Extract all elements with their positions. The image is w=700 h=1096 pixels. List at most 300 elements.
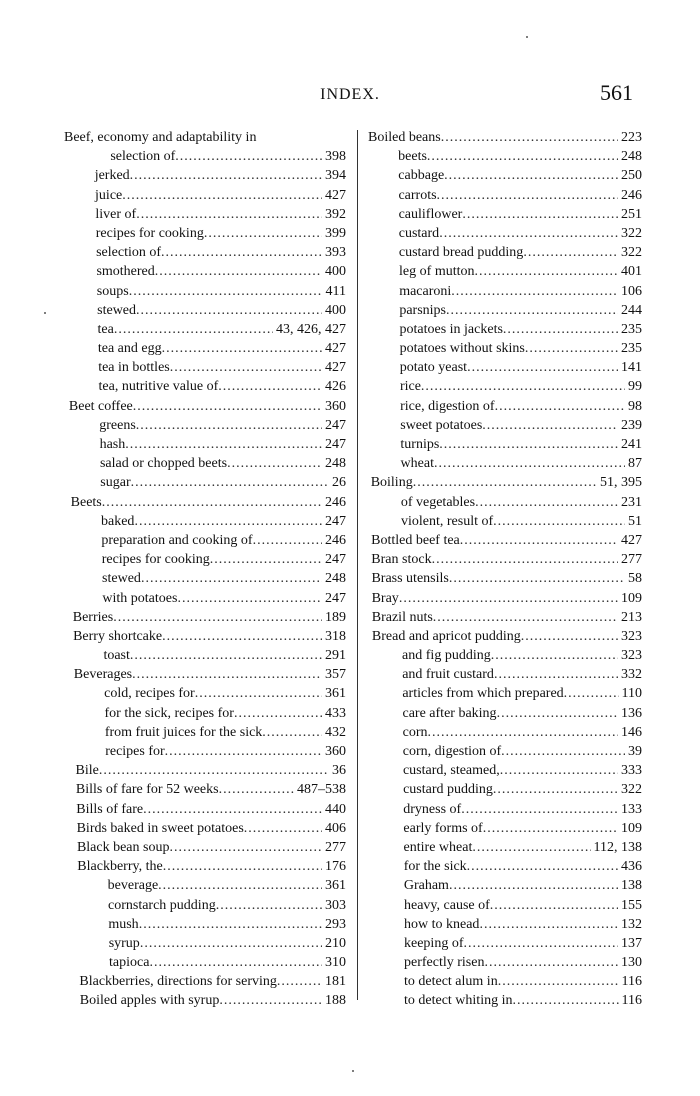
index-entry bbox=[64, 550, 346, 569]
index-entry-page: 277 bbox=[325, 839, 346, 855]
index-entry-label: jerked bbox=[94, 168, 130, 184]
index-entry-page: 146 bbox=[621, 724, 642, 740]
index-entry-page: 110 bbox=[621, 686, 642, 702]
index-entry bbox=[64, 320, 346, 339]
index-entry-label: and fig pudding bbox=[402, 648, 491, 664]
leader-dots bbox=[493, 780, 618, 799]
index-entry bbox=[64, 627, 346, 646]
index-entry-label: salad or chopped beets bbox=[99, 456, 228, 472]
index-entry bbox=[64, 166, 346, 185]
index-entry bbox=[368, 416, 642, 435]
index-entry bbox=[64, 377, 346, 396]
index-entry bbox=[64, 934, 346, 953]
index-entry-label: for the sick bbox=[403, 859, 467, 875]
index-entry bbox=[64, 838, 346, 857]
index-entry-label: Bile bbox=[75, 763, 99, 779]
index-entry-label: Bran stock bbox=[371, 552, 432, 568]
index-entry-page: 333 bbox=[621, 763, 642, 779]
index-entry bbox=[368, 627, 642, 646]
index-entry bbox=[64, 761, 346, 780]
leader-dots bbox=[490, 896, 618, 915]
index-entry bbox=[64, 665, 346, 684]
index-entry bbox=[368, 800, 642, 819]
index-entry-label: liver of bbox=[95, 206, 137, 222]
index-entry bbox=[368, 723, 642, 742]
index-entry-page: 141 bbox=[621, 360, 642, 376]
leader-dots bbox=[439, 224, 618, 243]
index-entry-label: custard bread pudding bbox=[398, 245, 524, 261]
index-entry-page: 181 bbox=[325, 974, 346, 990]
index-entry-label: selection of bbox=[110, 149, 176, 165]
index-entry-page: 248 bbox=[325, 456, 346, 472]
leader-dots bbox=[467, 358, 618, 377]
index-entry-page: 427 bbox=[325, 341, 346, 357]
index-entry-page: 277 bbox=[621, 552, 642, 568]
index-entry bbox=[368, 301, 642, 320]
index-entry bbox=[64, 128, 346, 147]
leader-dots bbox=[472, 838, 590, 857]
index-entry-page: 247 bbox=[325, 437, 346, 452]
index-entry bbox=[368, 991, 642, 1010]
index-entry-label: Beef, economy and adaptability in bbox=[64, 130, 257, 145]
index-entry-label: hash bbox=[99, 437, 126, 452]
index-entry-page: 427 bbox=[325, 360, 346, 376]
index-entry-page: 293 bbox=[325, 916, 346, 932]
index-entry bbox=[368, 857, 642, 876]
index-entry-label: Boiled beans bbox=[368, 130, 441, 145]
index-entry-page: 133 bbox=[621, 801, 642, 817]
index-entry bbox=[64, 531, 346, 550]
index-entry-page: 361 bbox=[325, 878, 346, 894]
leader-dots bbox=[102, 493, 322, 512]
leader-dots bbox=[523, 243, 618, 262]
index-entry-label: cornstarch pudding bbox=[108, 897, 216, 913]
index-entry bbox=[368, 589, 642, 608]
index-entry bbox=[368, 896, 642, 915]
index-entry-page: 138 bbox=[621, 878, 642, 894]
index-entry-label: Beet coffee bbox=[68, 398, 133, 414]
index-entry-label: entire wheat bbox=[403, 839, 473, 855]
index-entry-label: tea bbox=[97, 321, 114, 337]
leader-dots bbox=[461, 800, 618, 819]
index-entry-label: wheat bbox=[400, 456, 434, 472]
index-entry bbox=[368, 608, 642, 627]
index-entry-label: syrup bbox=[108, 935, 140, 951]
index-entry-label: tea, nutritive value of bbox=[98, 379, 219, 395]
index-entry-label: Birds baked in sweet potatoes bbox=[76, 820, 244, 836]
index-entry-label: baked bbox=[101, 513, 135, 529]
index-entry-label: recipes for cooking bbox=[101, 552, 210, 568]
index-entry-page: 132 bbox=[621, 916, 642, 932]
index-entry-page: 26 bbox=[332, 475, 346, 491]
leader-dots bbox=[155, 262, 322, 281]
leader-dots bbox=[113, 608, 322, 627]
leader-dots bbox=[114, 320, 273, 339]
index-entry bbox=[64, 282, 346, 301]
index-entry-label: toast bbox=[103, 648, 130, 664]
index-entry-page: 406 bbox=[325, 820, 346, 836]
index-entry-page: 98 bbox=[628, 398, 642, 414]
index-entry bbox=[64, 512, 346, 531]
index-entry bbox=[368, 704, 642, 723]
index-entry-page: 440 bbox=[325, 801, 346, 817]
index-entry bbox=[64, 742, 346, 761]
leader-dots bbox=[451, 282, 618, 301]
index-entry-label: parsnips bbox=[399, 302, 447, 318]
index-entry-label: macaroni bbox=[399, 283, 452, 299]
index-entry-label: violent, result of bbox=[401, 513, 494, 529]
index-entry bbox=[64, 953, 346, 972]
index-entry bbox=[64, 493, 346, 512]
leader-dots bbox=[132, 665, 322, 684]
index-entry-label: sugar bbox=[100, 475, 131, 491]
index-entry-page: 426 bbox=[325, 379, 346, 395]
leader-dots bbox=[130, 166, 322, 185]
index-entry bbox=[64, 800, 346, 819]
index-entry-label: how to knead bbox=[404, 916, 480, 932]
index-entry-label: custard, steamed, bbox=[402, 763, 500, 779]
index-entry bbox=[368, 684, 642, 703]
index-entry-page: 247 bbox=[325, 552, 346, 568]
index-entry-label: cabbage bbox=[398, 168, 445, 184]
index-entry bbox=[368, 761, 642, 780]
index-entry-page: 155 bbox=[621, 897, 642, 913]
leader-dots bbox=[204, 224, 322, 243]
index-entry bbox=[64, 608, 346, 627]
leader-dots bbox=[244, 819, 322, 838]
index-entry bbox=[368, 742, 642, 761]
index-entry bbox=[368, 339, 642, 358]
index-entry bbox=[64, 416, 346, 435]
leader-dots bbox=[125, 435, 322, 454]
index-entry-page: 248 bbox=[325, 571, 346, 587]
index-entry-page: 432 bbox=[325, 724, 346, 740]
leader-dots bbox=[262, 723, 322, 742]
index-entry-page: 246 bbox=[325, 494, 346, 510]
index-entry-page: 323 bbox=[621, 628, 642, 644]
index-entry-label: Blackberry, the bbox=[77, 859, 163, 875]
index-entry bbox=[368, 646, 642, 665]
index-entry-page: 246 bbox=[621, 187, 642, 203]
index-entry-label: Bray bbox=[371, 590, 399, 606]
leader-dots bbox=[444, 166, 618, 185]
leader-dots bbox=[467, 857, 618, 876]
leader-dots bbox=[449, 876, 618, 895]
index-entry-page: 106 bbox=[621, 283, 642, 299]
leader-dots bbox=[479, 915, 618, 934]
leader-dots bbox=[219, 780, 294, 799]
leader-dots bbox=[234, 704, 322, 723]
index-entry-page: 241 bbox=[621, 437, 642, 452]
index-entry-label: early forms of bbox=[403, 820, 483, 836]
index-entry-label: Graham bbox=[403, 878, 449, 894]
index-entry-page: 189 bbox=[325, 609, 346, 625]
index-entry-page: 303 bbox=[325, 897, 346, 913]
leader-dots bbox=[500, 761, 618, 780]
index-entry-label: potatoes without skins bbox=[399, 341, 525, 357]
leader-dots bbox=[158, 876, 322, 895]
leader-dots bbox=[525, 339, 618, 358]
leader-dots bbox=[421, 377, 625, 396]
index-entry-label: Boiling bbox=[370, 475, 413, 491]
index-entry-page: 210 bbox=[325, 935, 346, 951]
index-entry bbox=[64, 819, 346, 838]
index-entry bbox=[368, 320, 642, 339]
index-entry-page: 433 bbox=[325, 705, 346, 721]
leader-dots bbox=[493, 512, 625, 531]
leader-dots bbox=[140, 934, 322, 953]
index-entry-label: rice, digestion of bbox=[400, 398, 495, 414]
index-entry-label: custard pudding bbox=[403, 782, 493, 798]
index-entry bbox=[368, 397, 642, 416]
index-entry-page: 332 bbox=[621, 667, 642, 683]
index-entry-label: keeping of bbox=[404, 935, 464, 951]
index-entry bbox=[64, 186, 346, 205]
index-entry-label: cold, recipes for bbox=[104, 686, 195, 702]
index-entry-page: 357 bbox=[325, 667, 346, 683]
leader-dots bbox=[143, 800, 322, 819]
index-entry-label: Bread and apricot pudding bbox=[371, 628, 521, 644]
leader-dots bbox=[277, 972, 322, 991]
index-entry-label: perfectly risen bbox=[404, 955, 485, 971]
index-entry-label: Bottled beef tea bbox=[371, 532, 460, 548]
leader-dots bbox=[512, 991, 618, 1010]
leader-dots bbox=[139, 915, 322, 934]
index-entry bbox=[64, 876, 346, 895]
index-entry-page: 239 bbox=[621, 417, 642, 433]
index-entry-page: 247 bbox=[325, 513, 346, 529]
leader-dots bbox=[131, 473, 329, 492]
leader-dots bbox=[227, 454, 322, 473]
index-entry-label: corn bbox=[402, 724, 428, 740]
index-entry-label: Beets bbox=[70, 494, 102, 510]
page-header-title: INDEX. bbox=[320, 86, 380, 103]
leader-dots bbox=[433, 608, 618, 627]
index-column-left bbox=[64, 128, 346, 1011]
index-entry-label: beverage bbox=[107, 878, 159, 894]
leader-dots bbox=[483, 819, 618, 838]
index-entry-label: Beverages bbox=[73, 667, 133, 683]
leader-dots bbox=[162, 627, 322, 646]
index-entry-label: to detect whiting in bbox=[404, 993, 513, 1009]
index-entry-label: and fruit custard bbox=[402, 667, 494, 683]
index-entry-page: 87 bbox=[628, 456, 642, 472]
leader-dots bbox=[474, 262, 618, 281]
index-entry-label: preparation and cooking of bbox=[101, 532, 253, 548]
page-number: 561 bbox=[600, 80, 633, 105]
index-entry-page: 213 bbox=[621, 609, 642, 625]
leader-dots bbox=[162, 339, 322, 358]
print-speck bbox=[44, 312, 46, 314]
index-entry bbox=[368, 915, 642, 934]
leader-dots bbox=[484, 953, 618, 972]
print-speck bbox=[352, 1070, 354, 1072]
index-entry-page: 99 bbox=[628, 379, 642, 395]
index-entry-page: 392 bbox=[325, 206, 346, 222]
index-entry-page: 411 bbox=[325, 283, 346, 299]
index-entry-label: corn, digestion of bbox=[402, 744, 502, 759]
leader-dots bbox=[134, 512, 322, 531]
index-entry-label: potato yeast bbox=[399, 360, 468, 376]
leader-dots bbox=[475, 493, 618, 512]
index-entry-label: greens bbox=[99, 417, 136, 433]
index-entry-page bbox=[256, 128, 259, 147]
index-entry bbox=[368, 934, 642, 953]
leader-dots bbox=[165, 742, 322, 761]
leader-dots bbox=[428, 723, 618, 742]
index-entry bbox=[368, 512, 642, 531]
index-entry bbox=[368, 224, 642, 243]
index-entry bbox=[64, 397, 346, 416]
index-entry-page: 116 bbox=[621, 993, 642, 1009]
index-entry bbox=[368, 282, 642, 301]
index-entry bbox=[64, 723, 346, 742]
index-entry bbox=[368, 780, 642, 799]
index-entry-label: of vegetables bbox=[400, 494, 476, 510]
index-entry-label: Boiled apples with syrup bbox=[79, 993, 220, 1009]
index-entry bbox=[64, 646, 346, 665]
index-entry bbox=[368, 358, 642, 377]
leader-dots bbox=[99, 761, 329, 780]
index-entry bbox=[368, 493, 642, 512]
index-entry-page: 109 bbox=[621, 590, 642, 606]
index-entry-page: 39 bbox=[628, 744, 642, 759]
leader-dots bbox=[219, 991, 322, 1010]
index-entry-label: rice bbox=[399, 379, 421, 395]
leader-dots bbox=[129, 282, 323, 301]
index-entry-page: 399 bbox=[325, 225, 346, 241]
index-entry-page: 323 bbox=[621, 648, 642, 664]
index-entry bbox=[368, 838, 642, 857]
index-entry bbox=[64, 780, 346, 799]
index-entry bbox=[368, 531, 642, 550]
leader-dots bbox=[141, 569, 322, 588]
index-entry-label: juice bbox=[95, 187, 123, 203]
index-entry-label: mush bbox=[108, 916, 139, 932]
index-entry bbox=[64, 569, 346, 588]
index-entry bbox=[64, 224, 346, 243]
leader-dots bbox=[503, 320, 618, 339]
index-entry-label: sweet potatoes bbox=[400, 417, 483, 433]
index-entry bbox=[64, 339, 346, 358]
index-entry bbox=[368, 819, 642, 838]
index-entry-page: 223 bbox=[621, 130, 642, 145]
index-entry bbox=[368, 454, 642, 473]
index-entry-page: 310 bbox=[325, 955, 346, 971]
index-entry bbox=[368, 205, 642, 224]
index-entry-page: 322 bbox=[621, 225, 642, 241]
leader-dots bbox=[130, 646, 322, 665]
index-entry bbox=[64, 205, 346, 224]
leader-dots bbox=[501, 742, 625, 761]
index-entry-label: Bills of fare bbox=[76, 801, 144, 817]
index-entry bbox=[64, 684, 346, 703]
index-entry-page: 246 bbox=[325, 532, 346, 548]
column-divider bbox=[357, 130, 358, 1000]
index-entry-page: 360 bbox=[325, 744, 346, 759]
index-entry-page: 487–538 bbox=[297, 782, 346, 798]
index-entry-page: 51, 395 bbox=[600, 475, 642, 491]
index-entry-label: care after baking bbox=[402, 705, 497, 721]
index-entry-label: heavy, cause of bbox=[404, 897, 490, 913]
index-entry-page: 318 bbox=[325, 628, 346, 644]
index-entry-page: 231 bbox=[621, 494, 642, 510]
index-entry-page: 109 bbox=[621, 820, 642, 836]
index-entry-label: potatoes in jackets bbox=[399, 321, 503, 337]
leader-dots bbox=[169, 838, 322, 857]
index-entry-page: 247 bbox=[325, 590, 346, 606]
leader-dots bbox=[136, 301, 322, 320]
index-entry-label: to detect alum in bbox=[404, 974, 498, 990]
leader-dots bbox=[498, 972, 619, 991]
leader-dots bbox=[161, 243, 322, 262]
index-entry-label: smothered bbox=[96, 264, 155, 280]
leader-dots bbox=[175, 147, 322, 166]
index-entry bbox=[368, 243, 642, 262]
index-entry bbox=[368, 435, 642, 454]
index-entry bbox=[368, 876, 642, 895]
index-entry-label: custard bbox=[398, 225, 440, 241]
index-entry-page: 251 bbox=[621, 206, 642, 222]
index-entry-label: tapioca bbox=[109, 955, 150, 971]
leader-dots bbox=[133, 397, 322, 416]
leader-dots bbox=[564, 684, 619, 703]
index-entry-label: tea in bottles bbox=[98, 360, 170, 376]
leader-dots bbox=[163, 857, 322, 876]
leader-dots bbox=[399, 589, 618, 608]
index-entry bbox=[64, 704, 346, 723]
index-entry bbox=[368, 166, 642, 185]
index-entry-label: tea and egg bbox=[97, 341, 162, 357]
index-entry bbox=[368, 186, 642, 205]
index-entry-page: 176 bbox=[325, 859, 346, 875]
leader-dots bbox=[195, 684, 322, 703]
index-entry bbox=[64, 262, 346, 281]
index-entry-label: Blackberries, directions for serving bbox=[79, 974, 277, 990]
leader-dots bbox=[210, 550, 322, 569]
index-entry-page: 393 bbox=[325, 245, 346, 261]
leader-dots bbox=[439, 435, 618, 454]
print-speck bbox=[526, 36, 528, 38]
index-entry-label: soups bbox=[96, 283, 129, 299]
index-entry-page: 427 bbox=[621, 532, 642, 548]
leader-dots bbox=[497, 704, 618, 723]
index-entry-label: with potatoes bbox=[102, 590, 178, 606]
index-entry-page: 360 bbox=[325, 398, 346, 414]
leader-dots bbox=[463, 934, 618, 953]
leader-dots bbox=[177, 589, 322, 608]
index-entry-page: 361 bbox=[325, 686, 346, 702]
index-entry bbox=[64, 147, 346, 166]
index-entry bbox=[64, 301, 346, 320]
index-entry-label: stewed bbox=[102, 571, 141, 587]
index-entry-page: 36 bbox=[332, 763, 346, 779]
leader-dots bbox=[434, 454, 625, 473]
index-entry-page: 112, 138 bbox=[593, 839, 642, 855]
leader-dots bbox=[495, 397, 625, 416]
index-entry bbox=[368, 550, 642, 569]
index-entry bbox=[64, 896, 346, 915]
leader-dots bbox=[462, 205, 618, 224]
leader-dots bbox=[216, 896, 322, 915]
index-entry bbox=[368, 569, 642, 588]
index-entry-label: Brass utensils bbox=[371, 571, 449, 587]
index-entry bbox=[64, 454, 346, 473]
index-entry-page: 400 bbox=[325, 302, 346, 318]
leader-dots bbox=[136, 205, 322, 224]
index-entry bbox=[368, 377, 642, 396]
index-entry-page: 43, 426, 427 bbox=[276, 321, 346, 337]
